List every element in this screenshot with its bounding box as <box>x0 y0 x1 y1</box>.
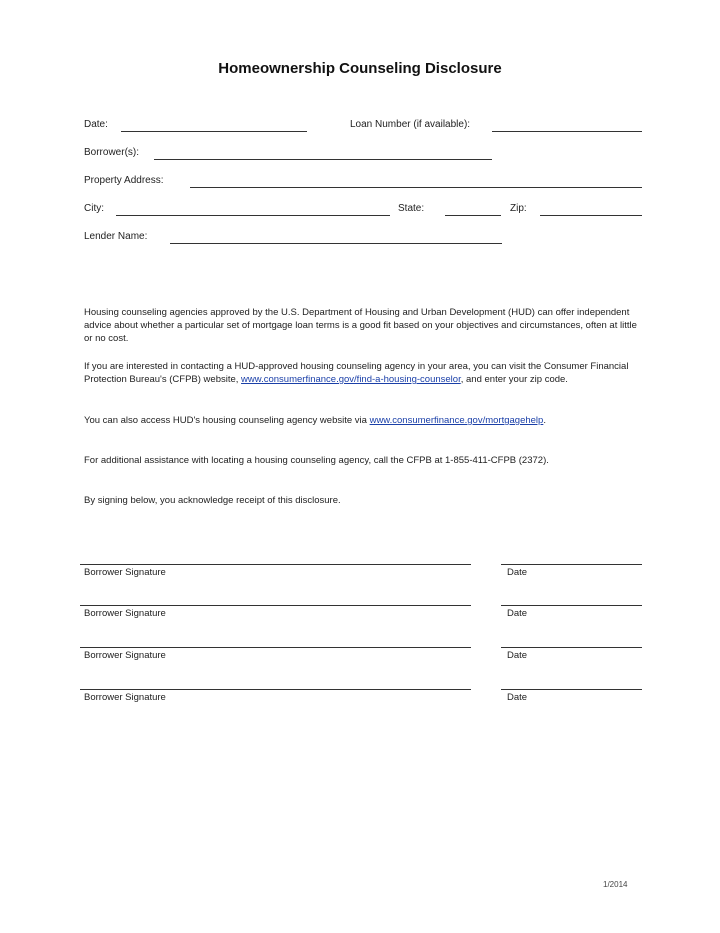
paragraph-hud-website <box>84 414 644 427</box>
paragraph-contact-agency-text: If you are interested in contacting a HUD-approved housing counseling agency in your area, you can visit the Consumer Financial Protection Bureau's (CFPB) website, <box>84 361 629 385</box>
city-state-zip-row <box>84 203 644 217</box>
paragraph-contact-agency-tail: , and enter your zip code. <box>460 374 568 385</box>
zip-field[interactable] <box>540 203 642 216</box>
borrowers-row <box>84 147 644 161</box>
property-address-label: Property Address: <box>84 175 164 186</box>
borrowers-field[interactable] <box>154 147 492 160</box>
find-counselor-link[interactable]: www.consumerfinance.gov/find-a-housing-counselor <box>241 374 461 385</box>
borrower-signature-label: Borrower Signature <box>84 608 166 619</box>
lender-name-row <box>84 231 644 245</box>
lender-name-field[interactable] <box>170 231 502 244</box>
paragraph-contact-agency <box>84 360 644 386</box>
paragraph-additional-assistance: For additional assistance with locating a housing counseling agency, call the CFPB at 1-855-411-CFPB (2372). <box>84 455 549 466</box>
state-label: State: <box>398 203 425 214</box>
signature-date-line[interactable] <box>501 605 642 606</box>
paragraph-hud-website-tail: . <box>543 415 546 426</box>
state-field[interactable] <box>445 203 501 216</box>
date-label: Date: <box>84 119 108 130</box>
signature-date-label: Date <box>507 692 528 703</box>
borrower-signature-label: Borrower Signature <box>84 567 166 578</box>
paragraph-housing-counseling: Housing counseling agencies approved by the U.S. Department of Housing and Urban Development (HUD) can offer independent advice about whether a particular set of mortgage loan terms is a good fit based on your objectives and circumstances, often at little or no cost. <box>84 307 637 344</box>
date-field[interactable] <box>121 119 307 132</box>
property-address-field[interactable] <box>190 175 642 188</box>
borrower-signature-label: Borrower Signature <box>84 692 166 703</box>
page-title: Homeownership Counseling Disclosure <box>218 60 502 77</box>
borrower-signature-line[interactable] <box>80 689 471 690</box>
city-field[interactable] <box>116 203 390 216</box>
mortgagehelp-link[interactable]: www.consumerfinance.gov/mortgagehelp <box>369 415 544 426</box>
city-label: City: <box>84 203 104 214</box>
paragraph-acknowledge: By signing below, you acknowledge receipt of this disclosure. <box>84 495 341 506</box>
signature-date-label: Date <box>507 650 528 661</box>
borrower-signature-line[interactable] <box>80 647 471 648</box>
lender-name-label: Lender Name: <box>84 231 148 242</box>
signature-date-line[interactable] <box>501 564 642 565</box>
borrower-signature-line[interactable] <box>80 564 471 565</box>
loan-number-label: Loan Number (if available): <box>350 119 471 130</box>
signature-date-label: Date <box>507 608 528 619</box>
date-loan-row <box>84 119 644 133</box>
loan-number-field[interactable] <box>492 119 642 132</box>
paragraph-hud-website-text: You can also access HUD's housing counseling agency website via <box>84 415 370 426</box>
signature-date-line[interactable] <box>501 647 642 648</box>
signature-date-label: Date <box>507 567 528 578</box>
borrower-signature-label: Borrower Signature <box>84 650 166 661</box>
footer-revision-date: 1/2014 <box>603 880 628 889</box>
zip-label: Zip: <box>510 203 527 214</box>
borrowers-label: Borrower(s): <box>84 147 140 158</box>
borrower-signature-line[interactable] <box>80 605 471 606</box>
signature-date-line[interactable] <box>501 689 642 690</box>
property-address-row <box>84 175 644 189</box>
